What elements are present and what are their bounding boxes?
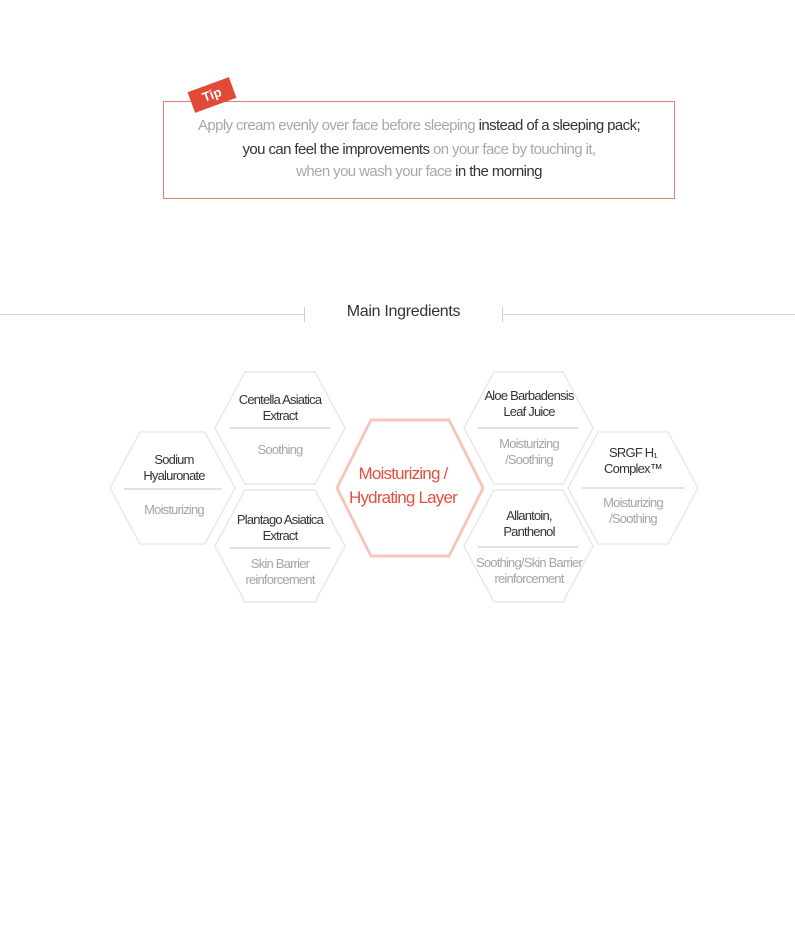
ingredient-name-line-2: Panthenol bbox=[503, 524, 555, 539]
ingredient-name bbox=[580, 445, 686, 477]
ingredient-name bbox=[122, 452, 226, 484]
ingredient-name-line-2: Extract bbox=[262, 408, 298, 423]
ingredient-name-line-1: Aloe Barbadensis bbox=[484, 388, 574, 403]
ingredient-name-line-2: Complex™ bbox=[604, 461, 662, 476]
ingredient-name-line-1: Plantago Asiatica bbox=[236, 512, 324, 527]
section-title: Main Ingredients bbox=[346, 303, 461, 320]
ingredient-desc-line-2: reinforcement bbox=[494, 571, 564, 586]
tip-line-3-dark: in the morning bbox=[451, 163, 542, 180]
tip-line-2-dark: you can feel the improvements bbox=[242, 141, 430, 158]
center-label bbox=[339, 462, 467, 510]
tip-line-2-light: on your face by touching it, bbox=[429, 141, 596, 158]
ingredient-desc-line-2: /Soothing bbox=[609, 511, 657, 526]
ingredient-desc-line-1: Moisturizing bbox=[499, 436, 559, 451]
ingredient-name-line-1: SRGF H₁ bbox=[609, 445, 657, 460]
ingredient-name bbox=[474, 508, 584, 540]
center-label-line-2: Hydrating Layer bbox=[348, 488, 457, 507]
tip-line-1-light: Apply cream evenly over face before sleeping bbox=[197, 117, 476, 134]
ingredient-desc bbox=[228, 442, 332, 458]
ingredient-name-line-1: Allantoin, bbox=[506, 508, 552, 523]
ingredient-name-line-2: Leaf Juice bbox=[503, 404, 555, 419]
ingredient-desc-line-2: reinforcement bbox=[245, 572, 315, 587]
ingredient-name-line-2: Extract bbox=[262, 528, 298, 543]
tip-line-3-light: when you wash your face bbox=[296, 163, 452, 180]
ingredient-desc-line-1: Skin Barrier bbox=[250, 556, 310, 571]
ingredient-desc bbox=[122, 502, 226, 518]
ingredient-desc-line-1: Moisturizing bbox=[144, 502, 204, 517]
tip-line-1-dark: instead of a sleeping pack; bbox=[475, 117, 641, 134]
ingredient-desc bbox=[580, 495, 686, 527]
ingredient-name bbox=[228, 512, 332, 544]
ingredient-name-line-1: Centella Asiatica bbox=[238, 392, 322, 407]
ingredient-desc bbox=[468, 555, 590, 587]
ingredient-name bbox=[474, 388, 584, 420]
tip-tag: Tip bbox=[188, 77, 237, 113]
center-label-line-1: Moisturizing / bbox=[358, 464, 448, 483]
ingredient-desc-line-2: /Soothing bbox=[505, 452, 553, 467]
ingredient-name-line-2: Hyaluronate bbox=[143, 468, 205, 483]
ingredient-name-line-1: Sodium bbox=[154, 452, 194, 467]
ingredient-desc-line-1: Moisturizing bbox=[603, 495, 663, 510]
ingredient-desc bbox=[228, 556, 332, 588]
ingredient-desc-line-1: Soothing bbox=[257, 442, 303, 457]
ingredient-desc bbox=[474, 436, 584, 468]
ingredient-desc-line-1: Soothing/Skin Barrier bbox=[475, 555, 583, 570]
ingredient-name bbox=[228, 392, 332, 424]
